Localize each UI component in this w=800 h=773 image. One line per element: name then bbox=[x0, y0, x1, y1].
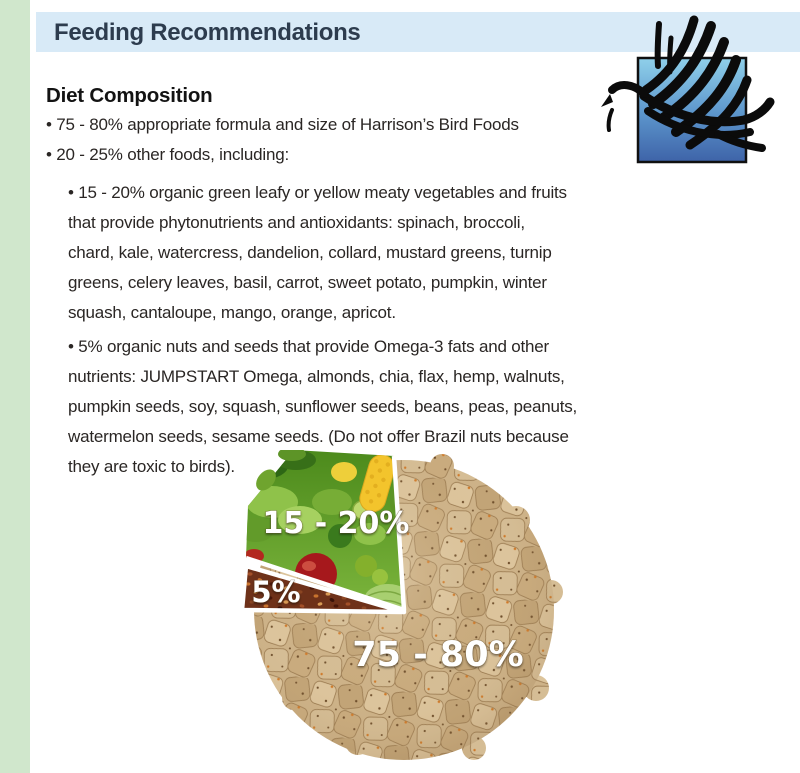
vegetables-percent-label: 15 - 20% bbox=[262, 506, 410, 541]
text-line: watermelon seeds, sesame seeds. (Do not offer Brazil nuts because bbox=[68, 427, 569, 446]
text-line: • 75 - 80% appropriate formula and size of Harrison’s Bird Foods bbox=[46, 115, 519, 134]
seeds-percent-label: 5% bbox=[251, 575, 301, 609]
text-line: • 20 - 25% other foods, including: bbox=[46, 145, 289, 164]
text-line: chard, kale, watercress, dandelion, collard, mustard greens, turnip bbox=[68, 243, 552, 262]
text-line: they are toxic to birds). bbox=[68, 457, 235, 476]
logo-beak bbox=[601, 94, 613, 107]
section-heading: Diet Composition bbox=[46, 84, 213, 107]
text-line: that provide phytonutrients and antioxidants: spinach, broccoli, bbox=[68, 213, 525, 232]
diet-bullet-list bbox=[46, 110, 519, 170]
diet-pie-collage bbox=[236, 450, 566, 765]
page-title: Feeding Recommendations bbox=[54, 19, 361, 46]
sub-bullet-vegetables-paragraph bbox=[68, 178, 567, 328]
text-line: nutrients: JUMPSTART Omega, almonds, chia, flax, hemp, walnuts, bbox=[68, 367, 565, 386]
text-line: • 5% organic nuts and seeds that provide Omega-3 fats and other bbox=[68, 337, 549, 356]
formula-percent-label: 75 - 80% bbox=[352, 635, 524, 675]
text-line: greens, celery leaves, basil, carrot, sweet potato, pumpkin, winter bbox=[68, 273, 547, 292]
harrisons-bird-logo-icon bbox=[598, 14, 782, 180]
text-line: pumpkin seeds, soy, squash, sunflower seeds, beans, peas, peanuts, bbox=[68, 397, 578, 416]
text-line: • 15 - 20% organic green leafy or yellow meaty vegetables and fruits bbox=[68, 183, 567, 202]
text-line: squash, cantaloupe, mango, orange, apricot. bbox=[68, 303, 396, 322]
left-accent-strip bbox=[0, 0, 30, 773]
